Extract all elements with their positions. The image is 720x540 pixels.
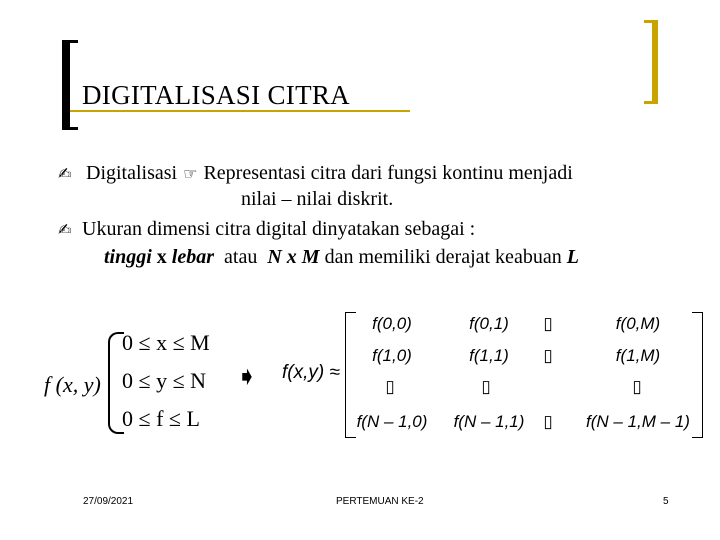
bullet-1 xyxy=(58,160,573,187)
detail-lebar: lebar xyxy=(171,246,215,268)
matrix-cell-2-3: ▯ xyxy=(632,377,642,396)
matrix-cell-0-1: f(0,1) xyxy=(469,314,509,333)
matrix-cell-1-2: ▯ xyxy=(543,346,553,365)
right-bracket xyxy=(652,20,658,104)
bullet-2-detail xyxy=(104,244,579,270)
system-lhs: f (x, y) xyxy=(44,372,101,397)
slide-title: DIGITALISASI CITRA xyxy=(82,80,350,110)
footer-center: PERTEMUAN KE-2 xyxy=(336,496,424,507)
system-row-3: 0 ≤ f ≤ L xyxy=(122,406,200,431)
system-row-2: 0 ≤ y ≤ N xyxy=(122,368,207,393)
system-row-1: 0 ≤ x ≤ M xyxy=(122,330,210,355)
matrix-cell-3-3: f(N – 1,M – 1) xyxy=(586,412,690,431)
right-bracket-bottom xyxy=(644,101,658,104)
detail-tail: dan memiliki derajat keabuan xyxy=(324,246,562,268)
right-arrow-icon: ➧ xyxy=(236,362,258,392)
matrix-label: f(x,y) ≈ xyxy=(282,362,340,383)
bullet-1-lead: Digitalisasi xyxy=(86,162,178,184)
matrix-cell-0-0: f(0,0) xyxy=(372,314,412,333)
matrix-cell-3-2: ▯ xyxy=(543,412,553,431)
left-bracket-bottom xyxy=(62,127,78,130)
matrix-cell-0-2: ▯ xyxy=(543,314,553,333)
matrix-cell-3-1: f(N – 1,1) xyxy=(453,412,525,431)
footer-date: 27/09/2021 xyxy=(83,496,134,507)
detail-l: L xyxy=(566,246,579,268)
detail-x: x xyxy=(156,246,167,268)
matrix-cell-3-0: f(N – 1,0) xyxy=(356,412,428,431)
writing-hand-icon: ✍ xyxy=(58,220,72,239)
matrix-cell-1-3: f(1,M) xyxy=(615,346,661,365)
left-bracket-top xyxy=(62,40,78,43)
matrix-cell-1-0: f(1,0) xyxy=(372,346,412,365)
bullet-2-text: Ukuran dimensi citra digital dinyatakan sebagai : xyxy=(82,218,476,240)
detail-atau: atau xyxy=(224,246,258,268)
writing-hand-icon: ✍ xyxy=(58,164,72,183)
footer-page-number: 5 xyxy=(663,496,669,507)
matrix-right-bracket xyxy=(692,312,703,438)
detail-nxm: N x M xyxy=(267,246,320,268)
matrix-left-bracket xyxy=(345,312,356,438)
matrix-cell-2-1: ▯ xyxy=(481,377,491,396)
matrix-cell-2-0: ▯ xyxy=(385,377,395,396)
detail-tinggi: tinggi xyxy=(104,246,152,268)
right-bracket-top xyxy=(644,20,658,23)
pointing-hand-icon: ☞ xyxy=(183,164,198,183)
left-bracket xyxy=(62,40,70,130)
title-underline xyxy=(70,110,410,112)
matrix-cell-1-1: f(1,1) xyxy=(469,346,509,365)
bullet-1-text: Representasi citra dari fungsi kontinu menjadi xyxy=(203,162,573,184)
matrix-cell-0-3: f(0,M) xyxy=(615,314,661,333)
bullet-1-continued: nilai – nilai diskrit. xyxy=(241,188,394,210)
bullet-2 xyxy=(58,216,475,243)
